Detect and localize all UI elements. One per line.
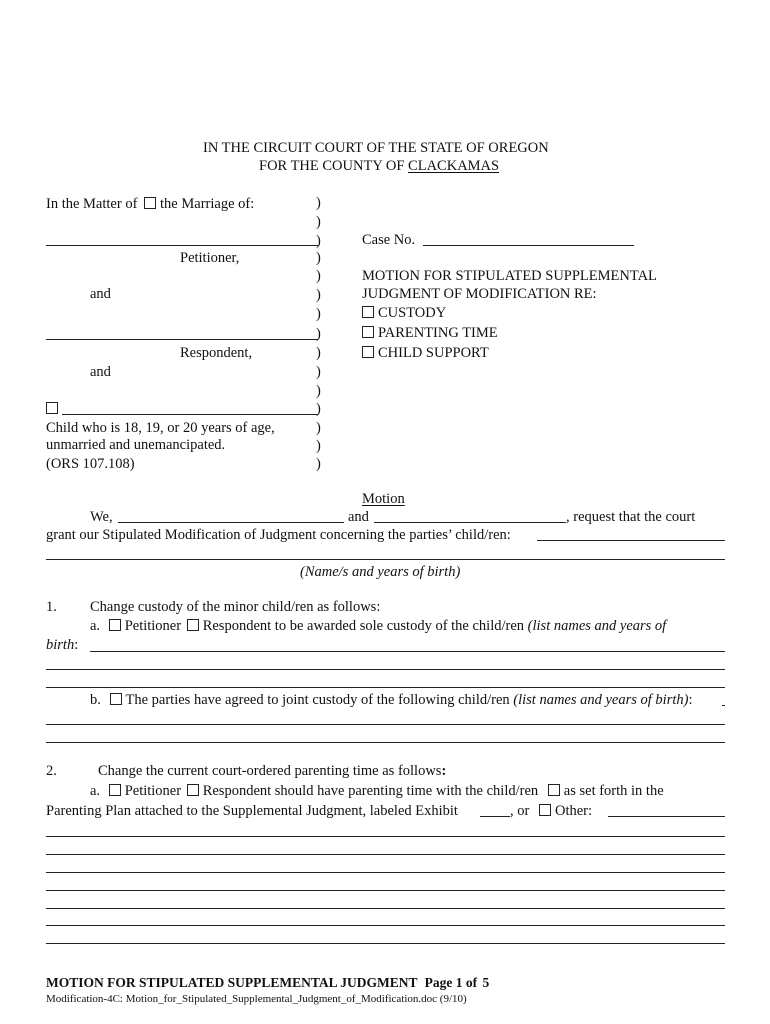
court-heading: IN THE CIRCUIT COURT OF THE STATE OF OREGON [203, 140, 549, 156]
section1-number: 1. [46, 599, 57, 615]
paren: ) [316, 233, 321, 249]
marriage-checkbox[interactable] [144, 197, 156, 209]
children-field-1[interactable] [537, 540, 725, 541]
paren: ) [316, 345, 321, 361]
custody-checkbox[interactable] [362, 306, 374, 318]
s2a-field-7[interactable] [46, 943, 725, 944]
s2a-petitioner-label: Petitioner [124, 783, 182, 799]
paren: ) [316, 268, 321, 284]
case-no-label: Case No. [362, 232, 416, 248]
s1a-field-1[interactable] [90, 651, 725, 652]
footer-total: 5 [482, 975, 490, 990]
ors-citation: (ORS 107.108) [46, 456, 135, 472]
and-label-1: and [90, 286, 111, 302]
s1b-field-0[interactable] [722, 705, 725, 706]
case-no-field[interactable] [423, 245, 634, 246]
county-line [259, 159, 499, 174]
s1a-field-3[interactable] [46, 687, 725, 688]
names-years-italic: (Name/s and years of birth) [300, 564, 461, 580]
child-support-checkbox[interactable] [362, 346, 374, 358]
matter-suffix: the Marriage of: [160, 196, 255, 212]
motion-heading: Motion [362, 491, 405, 507]
and-label-3: and [348, 509, 369, 525]
s2a-other-checkbox[interactable] [539, 804, 551, 816]
s1b-field-1[interactable] [46, 724, 725, 725]
petitioner-name-line[interactable] [46, 245, 318, 246]
option-parenting-time [362, 326, 498, 341]
section2-colon: : [441, 763, 447, 779]
children-field-2[interactable] [46, 559, 725, 560]
s2a-field-6[interactable] [46, 925, 725, 926]
motion-title-1: MOTION FOR STIPULATED SUPPLEMENTAL [362, 268, 657, 284]
s1a-birth-italic: birth [46, 637, 75, 653]
paren: ) [316, 420, 321, 436]
section1-a [90, 619, 666, 634]
matter-line [46, 197, 254, 212]
s1a-colon: : [74, 637, 79, 653]
paren: ) [316, 401, 321, 417]
s1b-text: The parties have agreed to joint custody of the following child/ren [125, 692, 510, 708]
motion-title-2: JUDGMENT OF MODIFICATION RE: [362, 286, 597, 302]
s2a-field-1[interactable] [46, 836, 725, 837]
option-child-support [362, 346, 489, 361]
and-label-2: and [90, 364, 111, 380]
s2a-other-field[interactable] [608, 816, 725, 817]
s2a-petitioner-checkbox[interactable] [109, 784, 121, 796]
paren: ) [316, 364, 321, 380]
party1-name-field[interactable] [118, 522, 344, 523]
s2a-field-2[interactable] [46, 854, 725, 855]
s1b-colon: : [688, 692, 693, 708]
matter-prefix: In the Matter of [46, 196, 138, 212]
paren: ) [316, 195, 321, 211]
s1b-field-2[interactable] [46, 742, 725, 743]
names-years-label [300, 565, 460, 580]
child-checkbox[interactable] [46, 402, 58, 414]
paren: ) [316, 383, 321, 399]
paren: ) [316, 438, 321, 454]
paren: ) [316, 326, 321, 342]
paren: ) [316, 287, 321, 303]
option-custody [362, 306, 446, 321]
footer-title-text: MOTION FOR STIPULATED SUPPLEMENTAL JUDGMENT [46, 975, 418, 990]
s1a-italic-hint: (list names and years of [527, 618, 667, 634]
s1a-petitioner-label: Petitioner [124, 618, 182, 634]
s1a-birth [46, 638, 78, 653]
s2a-field-5[interactable] [46, 908, 725, 909]
s2a-respondent-checkbox[interactable] [187, 784, 199, 796]
section2-title [98, 764, 446, 779]
child-checkbox-row [46, 402, 62, 417]
section2-number: 2. [46, 763, 57, 779]
section1-b [90, 693, 693, 708]
child-desc-2: unmarried and unemancipated. [46, 437, 226, 453]
section1-title: Change custody of the minor child/ren as follows: [90, 599, 381, 615]
exhibit-field[interactable] [480, 816, 510, 817]
footer-file: Modification-4C: Motion_for_Stipulated_Supplemental_Judgment_of_Modification.doc (9/10) [46, 993, 467, 1005]
respondent-name-line[interactable] [46, 339, 318, 340]
s1a-label: a. [90, 618, 101, 634]
respondent-label: Respondent, [180, 345, 253, 361]
s1b-checkbox[interactable] [110, 693, 122, 705]
s2a-plan-checkbox[interactable] [548, 784, 560, 796]
request-text: , request that the court [566, 509, 696, 525]
s2a-field-3[interactable] [46, 872, 725, 873]
s2a-or-group [510, 804, 592, 819]
custody-label: CUSTODY [378, 305, 447, 321]
footer-title [46, 976, 489, 990]
petitioner-label: Petitioner, [180, 250, 240, 266]
s2a-label: a. [90, 783, 101, 799]
child-support-label: CHILD SUPPORT [378, 345, 489, 361]
s2a-as-set-forth: as set forth in the [563, 783, 664, 799]
s2a-other-label: Other: [554, 803, 593, 819]
s1b-italic-hint: (list names and years of birth) [513, 692, 689, 708]
s1a-respondent-text: Respondent to be awarded sole custody of the child/ren [202, 618, 525, 634]
s2a-field-4[interactable] [46, 890, 725, 891]
s1a-respondent-checkbox[interactable] [187, 619, 199, 631]
footer-page: Page 1 of [424, 975, 478, 990]
county-name: CLACKAMAS [408, 158, 500, 174]
s2a-respondent-text: Respondent should have parenting time with the child/ren [202, 783, 539, 799]
s2a-plan-line [46, 804, 458, 819]
paren: ) [316, 250, 321, 266]
grant-text: grant our Stipulated Modification of Judgment concerning the parties’ child/ren: [46, 527, 511, 543]
s1b-label: b. [90, 692, 101, 708]
child-name-line[interactable] [62, 414, 318, 415]
paren: ) [316, 306, 321, 322]
section2-a [90, 784, 664, 799]
paren: ) [316, 456, 321, 472]
s2a-plan-text: Parenting Plan attached to the Supplemental Judgment, labeled Exhibit [46, 803, 458, 819]
section2-title-text: Change the current court-ordered parenting time as follows [98, 763, 442, 779]
s2a-or: , or [510, 803, 530, 819]
child-desc-1: Child who is 18, 19, or 20 years of age, [46, 420, 275, 436]
party2-name-field[interactable] [374, 522, 566, 523]
we-label: We, [90, 509, 113, 525]
parenting-time-checkbox[interactable] [362, 326, 374, 338]
paren: ) [316, 214, 321, 230]
s1a-petitioner-checkbox[interactable] [109, 619, 121, 631]
county-prefix: FOR THE COUNTY OF [259, 158, 405, 174]
s1a-field-2[interactable] [46, 669, 725, 670]
parenting-time-label: PARENTING TIME [378, 325, 498, 341]
